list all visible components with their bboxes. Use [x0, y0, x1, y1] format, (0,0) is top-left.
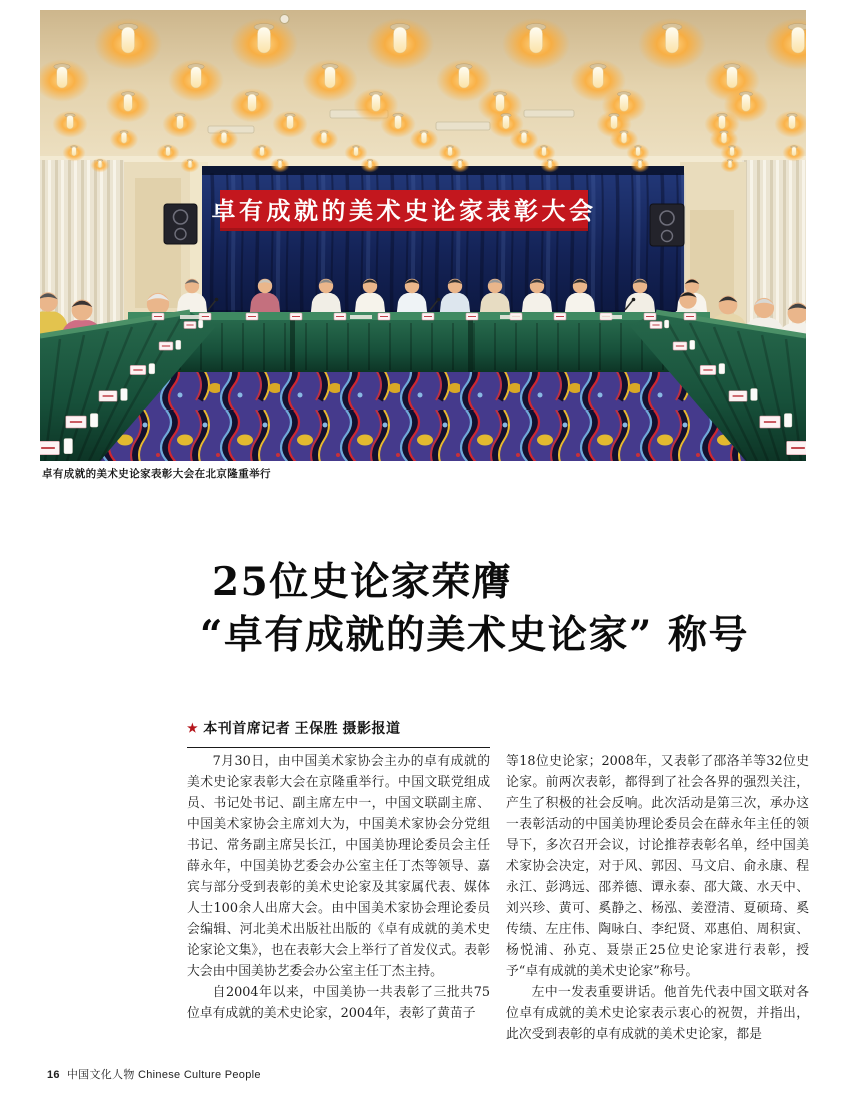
body-paragraph: 左中一发表重要讲话。他首先代表中国文联对各位卓有成就的美术史论家表示衷心的祝贺，并指出，此次受到表彰的卓有成就的美术史论家，都是 — [506, 985, 809, 1042]
byline — [187, 718, 490, 748]
article-column-right — [506, 751, 809, 1045]
banner-text: 卓有成就的美术史论家表彰大会 — [211, 198, 597, 225]
head-table — [128, 312, 710, 372]
article-column-left — [187, 751, 490, 1045]
speaker-right-icon — [650, 204, 684, 246]
article-body — [187, 751, 809, 1045]
headline-line1: 25位史论家荣膺 — [212, 559, 513, 605]
photo-caption: 卓有成就的美术史论家表彰大会在北京隆重举行 — [42, 468, 271, 480]
page-number: 16 — [47, 1069, 60, 1081]
body-paragraph: 7月30日，由中国美术家协会主办的卓有成就的美术史论家表彰大会在京隆重举行。中国文联党组成员、书记处书记、副主席左中一，中国文联副主席、中国美术家协会主席刘大为，中国美术家协会分党组书记、常务副主席吴长江，中国美协理论委员会主任薛永年，中国美协艺委会办公室主任丁杰等领导、嘉宾与部分受到表彰的美术史论家及其家属代表、媒体人士100余人出席大会。由中国美术家协会理论委员会编辑、河北美术出版社出版的《卓有成就的美术史论家论文集》，也在表彰大会上举行了首发仪式。表彰大会由中国美协艺委会办公室主任丁杰主持。 — [187, 754, 490, 979]
headline-line2: “卓有成就的美术史论家” 称号 — [200, 612, 749, 658]
body-paragraph: 自2004年以来，中国美协一共表彰了三批共75位卓有成就的美术史论家，2004年，表彰了黄苗子 — [187, 985, 490, 1021]
magazine-name: 中国文化人物 Chinese Culture People — [66, 1069, 261, 1081]
photo-frame — [40, 10, 806, 461]
star-icon: ★ — [187, 721, 199, 735]
speaker-left-icon — [164, 204, 197, 244]
banner — [212, 190, 597, 231]
body-paragraph: 等18位史论家；2008年，又表彰了邵洛羊等32位史论家。前两次表彰，都得到了社会各界的强烈关注，产生了积极的社会反响。此次活动是第三次，承办这一表彰活动的中国美协理论委员会在薛永年主任的领导下，多次召开会议，讨论推荐表彰名单，经中国美术家协会决定，对于风、郭因、马文启、俞永康、程永江、彭鸿远、邵养德、谭永泰、邵大箴、水天中、刘兴珍、黄可、奚静之、杨泓、姜澄清、夏硕琦、奚传绩、左庄伟、陶咏白、李纪贤、邓惠伯、周积寅、杨悦浦、孙克、聂崇正25位史论家进行表彰，授予“卓有成就的美术史论家”称号。 — [506, 754, 809, 979]
byline-text: 本刊首席记者 王保胜 摄影报道 — [203, 720, 401, 736]
conference-photo — [40, 10, 806, 461]
article-headline — [200, 556, 749, 662]
page-footer — [47, 1066, 261, 1082]
